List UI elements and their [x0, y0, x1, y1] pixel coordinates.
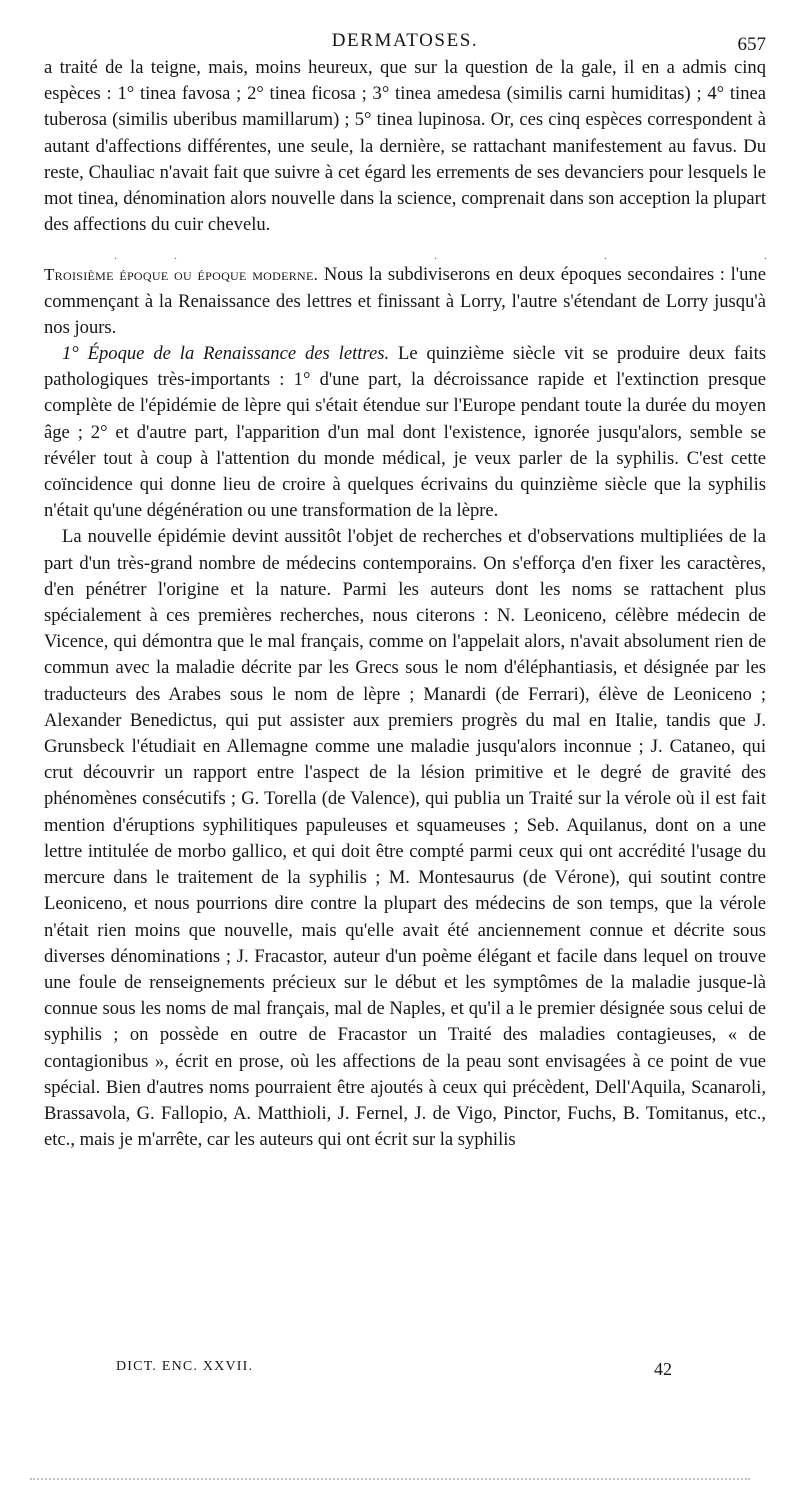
paragraph-syphilis-authors: La nouvelle épidémie devint aussitôt l'objet de recherches et d'observations multipliées de la part d'un très-grand nombre de médecins contemporains. On s'efforça d'en fixer les caractères, d'en pénétrer l'origine et la nature. Parmi les auteurs dont les noms se rattachent plus spécialement à ces premières recherches, nous citerons : N. Leoniceno, célèbre médecin de Vicence, qui démontra que le mal français, comme on l'appelait alors, n'avait absolument rien de commun avec la maladie décrite par les Grecs sous le nom d'éléphantiasis, et désignée par les traducteurs des Arabes sous le nom de lèpre ; Manardi (de Ferrari), élève de Leoniceno ; Alexander Benedictus, qui put assister aux premiers progrès du mal en Italie, tandis que J. Grunsbeck l'étudiait en Allemagne comme une maladie jusqu'alors inconnue ; J. Cataneo, qui crut découvrir un rapport entre l'aspect de la lésion primitive et le degré de gravité des phénomènes consécutifs ; G. Torella (de Valence), qui publia un Traité sur la vérole où il est fait mention d'éruptions syphilitiques papuleuses et squameuses ; Seb. Aquilanus, dont on a une lettre intitulée de morbo gallico, et qui doit être compté parmi ceux qui ont accrédité l'usage du mercure dans le traitement de la syphilis ; M. Montesaurus (de Vérone), qui soutint contre Leoniceno, et nous pourrions dire contre la plupart des médecins de son temps, que la vérole n'était rien moins que nouvelle, mais qu'elle avait été anciennement connue et décrite sous diverses dénominations ; J. Fracastor, auteur d'un poème élégant et facile dans lequel on trouve une foule de renseignements précieux sur le début et les symptômes de la maladie jusque-là connue sous les noms de mal français, mal de Naples, et qu'il a le premier désignée sous celui de syphilis ; on possède en outre de Fracastor un Traité des maladies contagieuses, « de contagionibus », écrit en prose, où les affections de la peau sont envisagées à ce point de vue spécial. Bien d'autres noms pourraient être ajoutés à ceux qui précèdent, Dell'Aquila, Scanaroli, Brassavola, G. Fallopio, A. Matthioli, J. Fernel, J. de Vigo, Pinctor, Fuchs, B. Tomitanus, etc., etc., mais je m'arrête, car les auteurs qui ont écrit sur la syphilis [44, 526, 766, 1151]
stray-marks: . . . . . [114, 248, 767, 263]
paragraph-third-epoch-text: Nous la subdiviserons en deux époques secondaires : l'une commençant à la Renaissance des lettres et finissant à Lorry, l'autre s'étendant de Lorry jusqu'à nos jours. [44, 264, 766, 338]
sheet-number: 42 [654, 1359, 672, 1379]
paragraph-third-epoch [44, 262, 766, 341]
subsection-heading-renaissance: 1° Époque de la Renaissance des lettres. [62, 343, 390, 365]
running-title: DERMATOSES. [331, 30, 479, 51]
signature-mark: DICT. ENC. XXVII. [116, 1359, 254, 1374]
paragraph-tinea: a traité de la teigne, mais, moins heureux, que sur la question de la gale, il en a admis cinq espèces : 1° tinea favosa ; 2° tinea ficosa ; 3° tinea amedesa (similis carni humiditas) ; 4° tinea tuberosa (similis uberibus mamillarum) ; 5° tinea lupinosa. Or, ces cinq espèces correspondent à autant d'affections différentes, une seule, la dernière, se rattachant manifestement au favus. Du reste, Chauliac n'avait fait que suivre à cet égard les errements de ses devanciers pour lesquels le mot tinea, dénomination alors nouvelle dans la science, comprenait dans son acception la plupart des affections du cuir chevelu. [44, 57, 766, 236]
page-header [44, 28, 766, 56]
scan-artifact-line [30, 1478, 750, 1483]
section-heading-modern-epoch: Troisième époque ou époque moderne. [44, 265, 319, 285]
paragraph-renaissance [44, 341, 766, 524]
page-footer [44, 1353, 766, 1383]
page-body [44, 55, 766, 1153]
paragraph-renaissance-text: Le quinzième siècle vit se produire deux faits pathologiques très-importants : 1° d'une part, la décroissance rapide et l'extinction presque complète de l'épidémie de lèpre qui s'était étendue sur l'Europe pendant toute la durée du moyen âge ; 2° et d'autre part, l'apparition d'un mal dont l'existence, ignorée jusqu'alors, semble se révéler tout à coup à l'attention du monde médical, je veux parler de la syphilis. C'est cette coïncidence qui donne lieu de croire à quelques écrivains du quinzième siècle que la syphilis n'était qu'une dégénération ou une transformation de la lèpre. [44, 343, 766, 522]
page-number: 657 [737, 34, 766, 55]
